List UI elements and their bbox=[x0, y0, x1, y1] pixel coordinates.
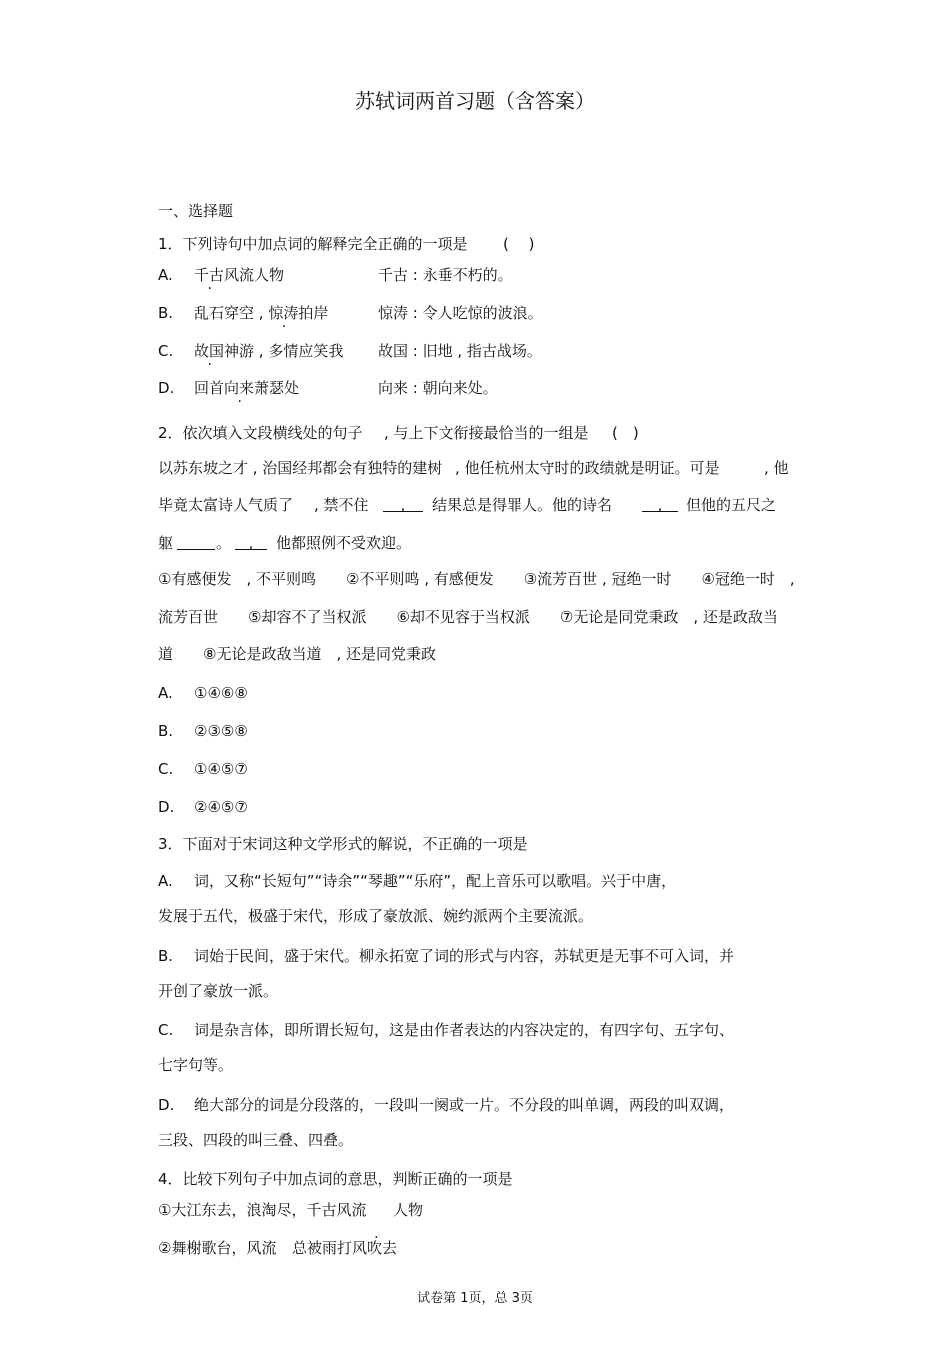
q3-option-b-letter: B. bbox=[158, 947, 174, 965]
q4-sentence-2a: ②舞榭歌台，风流 bbox=[158, 1239, 277, 1257]
q2-option-c-text: ①④⑤⑦ bbox=[194, 760, 248, 778]
blank-line: , bbox=[383, 495, 423, 512]
dotted-word: 惊涛 bbox=[268, 304, 299, 322]
q1-option-c-gloss: 故国 : 旧地 , 指古战场。 bbox=[378, 342, 542, 360]
q2-blank-3 bbox=[177, 533, 215, 555]
q4-dots-1 bbox=[366, 1200, 384, 1220]
q3-option-a-line-1: 词，又称“长短句”“诗余”“琴趣”“乐府”，配上音乐可以歌唱。兴于中唐， bbox=[194, 872, 677, 890]
q2-passage-1c: , 他 bbox=[764, 459, 789, 477]
q1-option-d-text: 回首向来萧瑟处 bbox=[194, 379, 300, 397]
q1-option-b-text: 乱石穿空 , 惊涛拍岸 bbox=[194, 304, 329, 322]
q2-choices-line-3: 道 ⑧无论是政敌当道 , 还是同党秉政 bbox=[158, 645, 436, 663]
q2-option-a-letter: A. bbox=[158, 684, 173, 702]
q2-blank-1 bbox=[383, 495, 423, 515]
q2-passage-1b: , 他任杭州太守时的政绩就是明证。可是 bbox=[455, 459, 720, 477]
q3-option-a-letter: A. bbox=[158, 872, 173, 890]
q2-blank-4 bbox=[235, 533, 267, 553]
q2-answer-paren: ( ) bbox=[612, 424, 639, 442]
q2-passage-2c: 结果总是得罪人。他的诗名 bbox=[432, 496, 613, 514]
section-heading: 一、选择题 bbox=[158, 202, 234, 220]
q1-option-c-letter: C. bbox=[158, 342, 174, 360]
q2-option-b-letter: B. bbox=[158, 722, 174, 740]
q3-option-b-line-2: 开创了豪放一派。 bbox=[158, 982, 279, 1000]
q3-option-c-line-2: 七字句等。 bbox=[158, 1056, 234, 1074]
q1-option-d-letter: D. bbox=[158, 379, 175, 397]
q2-choices-line-2: 流芳百世 ⑤却容不了当权派 ⑥却不见容于当权派 ⑦无论是同党秉政 , 还是政敌当 bbox=[158, 608, 778, 626]
q3-option-c-letter: C. bbox=[158, 1021, 174, 1039]
blank-line bbox=[177, 533, 215, 550]
q1-stem: 1．下列诗句中加点词的解释完全正确的一项是 bbox=[158, 235, 468, 253]
q2-option-d-text: ②④⑤⑦ bbox=[194, 798, 248, 816]
q1-option-d-gloss: 向来 : 朝向来处。 bbox=[378, 379, 498, 397]
q3-stem: 3．下面对于宋词这种文学形式的解说，不正确的一项是 bbox=[158, 835, 528, 853]
q4-sentence-1b: 人物 bbox=[393, 1201, 424, 1219]
q3-option-d-line-2: 三段、四段的叫三叠、四叠。 bbox=[158, 1131, 354, 1149]
page-footer: 试卷第 1页，总 3页 bbox=[417, 1291, 533, 1306]
q3-option-d-line-1: 绝大部分的词是分段落的，一段叫一阕或一片。不分段的叫单调，两段的叫双调， bbox=[194, 1096, 735, 1114]
q2-stem-a: 2．依次填入文段横线处的句子 bbox=[158, 424, 363, 442]
q2-passage-2b: , 禁不住 bbox=[314, 496, 369, 514]
q2-passage-3a: 躯 bbox=[158, 534, 174, 552]
q2-stem-b: , 与上下文衔接最恰当的一组是 bbox=[384, 424, 589, 442]
q2-passage-3c: 他都照例不受欢迎。 bbox=[276, 534, 412, 552]
dotted-word: 向来 bbox=[224, 379, 255, 397]
q1-option-a-text: 千古风流人物 bbox=[194, 266, 285, 284]
q1-option-a-gloss: 千古 : 永垂不朽的。 bbox=[378, 266, 513, 284]
dotted-word: 千古 bbox=[194, 266, 225, 284]
q1-option-b-gloss: 惊涛 : 令人吃惊的波浪。 bbox=[378, 304, 543, 322]
q2-passage-3b: 。 bbox=[216, 534, 232, 552]
q1-option-a-letter: A. bbox=[158, 266, 173, 284]
q4-sentence-1a: ①大江东去，浪淘尽，千古风流 bbox=[158, 1201, 367, 1219]
q2-blank-2 bbox=[642, 495, 678, 515]
q2-passage-1a: 以苏东坡之才 , 治国经邦都会有独特的建树 bbox=[158, 459, 443, 477]
q1-answer-paren: ( ) bbox=[503, 235, 535, 253]
q3-option-b-line-1: 词始于民间，盛于宋代。柳永拓宽了词的形式与内容，苏轼更是无事不可入词，并 bbox=[194, 947, 735, 965]
q2-passage-2a: 毕竟太富诗人气质了 bbox=[158, 496, 294, 514]
q2-choices-line-1: ①有感便发 , 不平则鸣 ②不平则鸣 , 有感便发 ③流芳百世 , 冠绝一时 ④冠绝一时 , bbox=[158, 570, 795, 588]
q2-passage-2d: 但他的五尺之 bbox=[686, 496, 777, 514]
dotted-word: 故国 bbox=[194, 342, 225, 360]
q2-option-a-text: ①④⑥⑧ bbox=[194, 684, 248, 702]
page-title: 苏轼词两首习题（含答案） bbox=[355, 89, 595, 113]
q4-sentence-2b: 总被雨打风吹去 bbox=[292, 1239, 398, 1257]
q3-option-c-line-1: 词是杂言体，即所谓长短句，这是由作者表达的内容决定的，有四字句、五字句、 bbox=[194, 1021, 735, 1039]
q3-option-d-letter: D. bbox=[158, 1096, 175, 1114]
blank-line: , bbox=[642, 495, 678, 512]
q2-option-c-letter: C. bbox=[158, 760, 174, 778]
q3-option-a-line-2: 发展于五代，极盛于宋代，形成了豪放派、婉约派两个主要流派。 bbox=[158, 907, 594, 925]
q1-option-c-text: 故国神游 , 多情应笑我 bbox=[194, 342, 344, 360]
q4-stem: 4．比较下列句子中加点词的意思，判断正确的一项是 bbox=[158, 1170, 513, 1188]
q2-option-b-text: ②③⑤⑧ bbox=[194, 722, 248, 740]
q1-option-b-letter: B. bbox=[158, 304, 174, 322]
q2-option-d-letter: D. bbox=[158, 798, 175, 816]
blank-line: , bbox=[235, 533, 267, 550]
